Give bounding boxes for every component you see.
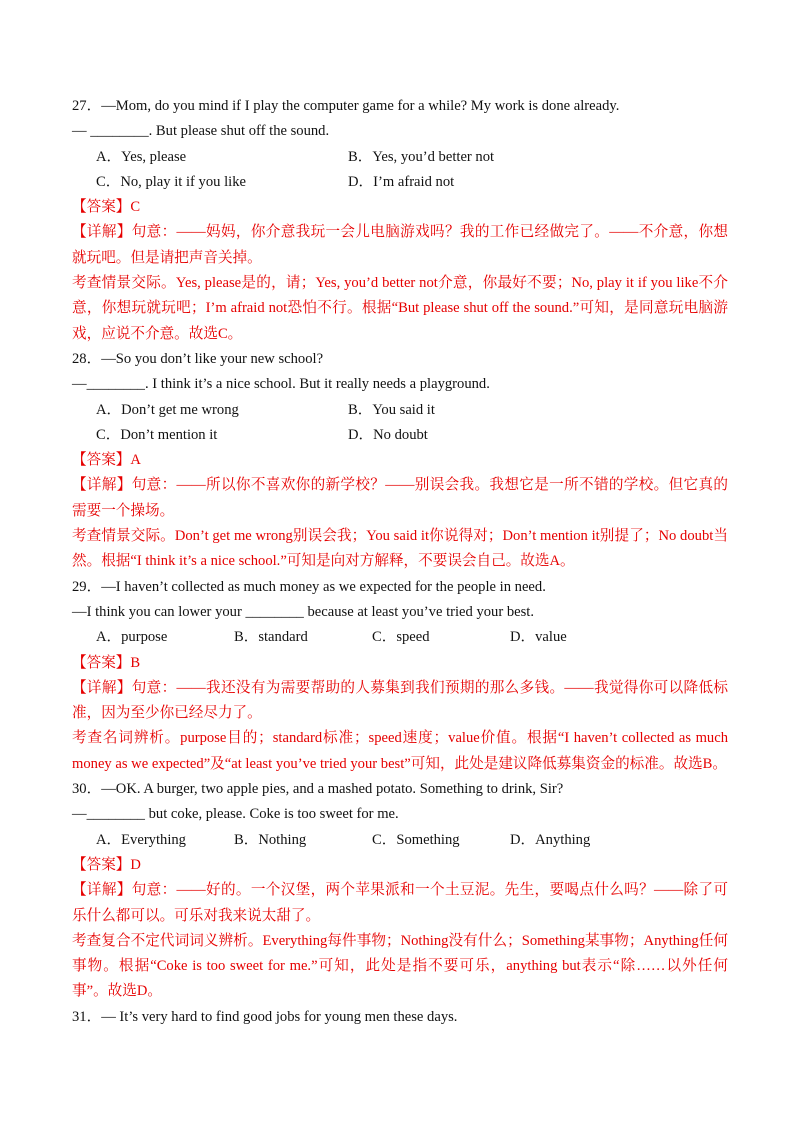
q31-stem: 31．— It’s very hard to find good jobs for young men these days. [72,1008,458,1025]
q29-option-b: B．standard [234,629,308,646]
q29-detail: 【详解】句意：——我还没有为需要帮助的人募集到我们预期的那么多钱。——我觉得你可以降低标准，因为至少你已经尽力了。 [72,679,728,722]
q28-option-a: A．Don’t get me wrong [96,401,239,418]
q27-detail: 【详解】句意：——妈妈，你介意我玩一会儿电脑游戏吗？我的工作已经做完了。——不介意，你想就玩吧。但是请把声音关掉。 [72,224,728,266]
q30-answer: 【答案】D [72,856,141,873]
q28-analysis: 考查情景交际。Don’t get me wrong别误会我；You said it你说得对；Don’t mention it别提了；No doubt当然。根据“I think it’s a nice school.”可知是向对方解释，不要误会自己。故选A。 [72,528,728,570]
q27-option-b: B．Yes, you’d better not [348,148,495,165]
q27-options-row-1 [72,145,728,170]
q27-stem: 27．—Mom, do you mind if I play the computer game for a while? My work is done already. [72,98,620,114]
q29-answer: 【答案】B [72,654,141,671]
q28-option-b: B．You said it [348,401,435,418]
q27-option-d: D．I’m afraid not [348,173,455,190]
q28-option-c: C．Don’t mention it [96,426,218,443]
q30-option-b: B．Nothing [234,831,307,848]
q27-reply: — ________. But please shut off the sound. [72,123,330,140]
q29-option-d: D．value [510,629,567,646]
q28-options-row-2 [72,423,728,448]
q30-option-a: A．Everything [96,831,186,848]
q27-option-c: C．No, play it if you like [96,173,246,190]
q27-answer: 【答案】C [72,199,141,216]
q30-stem: 30．—OK. A burger, two apple pies, and a mashed potato. Something to drink, Sir? [72,781,564,798]
q28-options-row-1 [72,398,728,423]
q28-answer: 【答案】A [72,452,141,469]
q27-option-a: A．Yes, please [96,148,187,165]
q30-option-d: D．Anything [510,831,591,848]
q28-stem: 28．—So you don’t like your new school? [72,350,324,367]
q29-option-c: C．speed [372,629,430,646]
q28-detail: 【详解】句意：——所以你不喜欢你的新学校？——别误会我。我想它是一所不错的学校。但它真的需要一个操场。 [72,477,728,519]
q30-reply: —________ but coke, please. Coke is too sweet for me. [72,806,399,823]
q30-option-c: C．Something [372,831,460,848]
q30-analysis: 考查复合不定代词词义辨析。Everything每件事物；Nothing没有什么；Something某事物；Anything任何事物。根据“Coke is too sweet for me.”可知，此处是指不要可乐，anything but表示“除……以外任何事”。故选D。 [72,932,728,1000]
q28-reply: —________. I think it’s a nice school. But it really needs a playground. [72,376,490,393]
q29-option-a: A．purpose [96,629,168,646]
q29-analysis: 考查名词辨析。purpose目的；standard标准；speed速度；value价值。根据“I haven’t collected as much money as we expected”及“at least you’ve tried your best”可知，此处是建议降低募集资金的标准。故选B。 [72,730,728,772]
q30-options-row [72,828,728,853]
q29-stem: 29．—I haven’t collected as much money as we expected for the people in need. [72,578,546,595]
q29-options-row [72,625,728,650]
q29-reply: —I think you can lower your ________ because at least you’ve tried your best. [72,603,535,620]
q27-analysis: 考查情景交际。Yes, please是的，请；Yes, you’d better not介意，你最好不要；No, play it if you like不介意，你想玩就玩吧；I’m afraid not恐怕不行。根据“But please shut off the sound.”可知，是同意玩电脑游戏，应说不介意。故选C。 [72,275,728,342]
q30-detail: 【详解】句意：——好的。一个汉堡，两个苹果派和一个土豆泥。先生，要喝点什么吗？——除了可乐什么都可以。可乐对我来说太甜了。 [72,882,728,924]
q27-options-row-2 [72,170,728,195]
q28-option-d: D．No doubt [348,426,428,443]
